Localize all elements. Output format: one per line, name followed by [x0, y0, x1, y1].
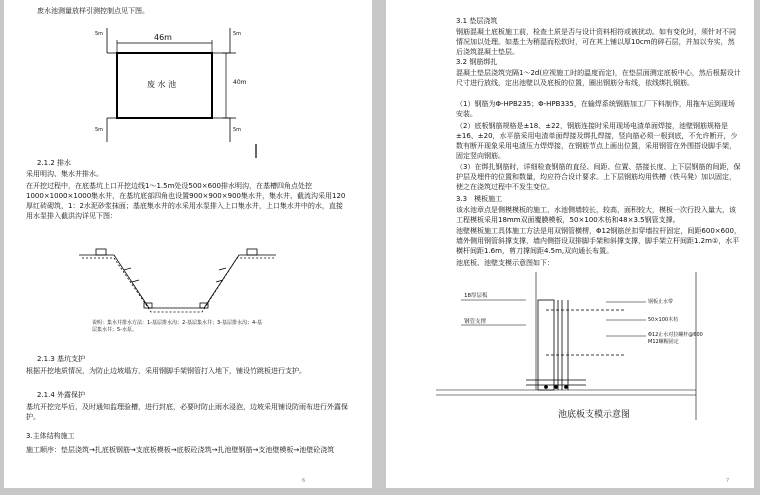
s31-heading: 3.1 垫层浇筑: [456, 17, 498, 25]
offset-label-tl: 5m: [95, 31, 104, 37]
offset-label-tr: 5m: [233, 31, 242, 37]
dim-top-label: 46m: [154, 33, 172, 42]
formwork-title: 池底板支模示意图: [558, 410, 631, 420]
s212-para: 在开挖过程中，在底基坑上口开挖边线1～1.5m处设500×600排水明沟，在基槽四角点处挖1000×1000×1000集水井，在基坑底部四角也设置900×900×900集水井，集水井、截流沟采用120厚红砖砌筑，1：2水泥砂浆抹面；基底集水井的水采用水泵排入上口集水井，上口集水井中的水，直接用水泵排入截洪沟详见下图：: [26, 182, 346, 220]
dim-right-label: 40m: [233, 79, 247, 86]
trench-section-drawing: [79, 249, 276, 312]
s33-heading: 3.3 模板施工: [456, 195, 503, 203]
formwork-label-plywood: 18厚层板: [464, 293, 488, 299]
intro-text: 废水池测量放样引测控制点见下图。: [37, 7, 149, 15]
s32-heading: 3.2 钢筋绑扎: [456, 58, 498, 66]
s212-line1: 采用明沟、集水井排水。: [26, 170, 103, 178]
s32-item3: （3）在绑扎钢筋时，详细检查钢筋的直径、间距、位置、搭接长度、上下层钢筋的间距，保护层及埋件的位置和数量，均应符合设计要求。上下层钢筋均用铁槽（铁马凳）加以固定，使之在浇筑过程中不发生变位。: [456, 163, 741, 191]
s33-para2: 池壁模板施工具体施工方法是用双钢管横楞，Φ12钢筋丝扣穿墙拉杆固定，间距600×600，墙外侧用钢管斜撑支撑，墙内侧搭设双排脚手架和斜撑支撑，脚手架立杆间距1.2m①，水平横杆间距1.6m，剪刀撑间距4.5m,双向通长布置。: [456, 227, 742, 255]
left-page: [4, 0, 372, 488]
formwork-caption-intro: 池底板、池壁支模示意图如下：: [456, 259, 554, 267]
s31-para: 钢筋混凝土底板施工前，检查土质是否与设计资料相符或被扰动。如有变化时，须针对不同情况加以处理。如基土为稍湿而松软时，可在其上铺以厚10cm的碎石层，并加以夯实，然后浇筑混凝土垫层。: [456, 28, 736, 56]
s212-heading: 2.1.2 排水: [37, 159, 72, 167]
formwork-label-steel-support: 钢管支撑: [464, 319, 487, 325]
page-number-right: 7: [726, 478, 730, 484]
offset-label-br: 5m: [233, 127, 242, 133]
page-number-left: 6: [302, 478, 306, 484]
right-page: [386, 0, 754, 488]
formwork-label-waterstop: 钢板止水带: [648, 299, 674, 305]
s214-heading: 2.1.4 外露保护: [37, 391, 86, 399]
s32-item2: （2）底板钢筋规格是±18、±22，钢筋连接时采用现场电渣单面焊接，池壁钢筋规格是±16、±20，水平筋采用电渣单面焊接及绑扎焊接，竖向筋必须一根到底，不允许断开，少数有断开现象采用电渣压力焊焊接，在钢筋节点上画出位置，采用钢管在外围搭设脚手架，固定竖向钢筋。: [456, 122, 738, 160]
s213-heading: 2.1.3 基坑支护: [37, 355, 86, 363]
formwork-label-timber: 50×100木枋: [648, 317, 679, 323]
s3-para: 施工顺序：垫层浇筑→扎底板钢筋→支底板模板→底板砼浇筑→扎池壁钢筋→支池壁模板→池壁砼浇筑: [26, 446, 335, 454]
formwork-label-tie-rod: Φ12止水对拉螺杆@600 M12螺帽固定: [648, 332, 703, 345]
offset-label-bl: 5m: [95, 127, 104, 133]
pool-label: 废 水 池: [147, 80, 177, 89]
s32-para1: 混凝土垫层浇筑完隔1～2d(应视施工时的温度而定)，在垫层面测定底板中心，然后根据设计尺寸进行放线，定出池壁以及底板的位置，圈出钢筋分布线，依线绑扎钢筋。: [456, 69, 741, 87]
s213-para: 根据开挖地质情况，为防止边坡塌方，采用钢脚手架钢管打入地下，铺设竹跳板进行支护。: [26, 367, 306, 375]
plan-drawing: [107, 28, 256, 158]
s33-para1: 该水池章点是侧模模板的施工，水池侧墙较长，较高，面积较大，模板一次行投入量大，该工程模板采用18mm双面覆膜模板，50×100木枋和48×3.5钢管支撑。: [456, 206, 736, 224]
corner-marker-bl: [107, 118, 117, 142]
s214-para: 基坑开挖完毕后，及时通知监理验槽，进行封底，必要时防止雨水浸泡，边坡采用铺设防雨布进行外露保护。: [26, 403, 348, 421]
corner-marker-tl: [107, 28, 117, 53]
s32-item1: （1）钢筋为Φ-HPB235；Φ-HPB335，在输焊系统钢筋加工厂下料制作，用拖车运到现场安装。: [456, 100, 735, 118]
trench-legend: 说明：集水井排水方法：1-基层排水沟；2-基层集水井；3-基层排水沟；4-基层集水井；5-水泵。: [92, 320, 262, 333]
formwork-wall: [538, 300, 554, 390]
s3-heading: 3.主体结构施工: [26, 432, 75, 440]
